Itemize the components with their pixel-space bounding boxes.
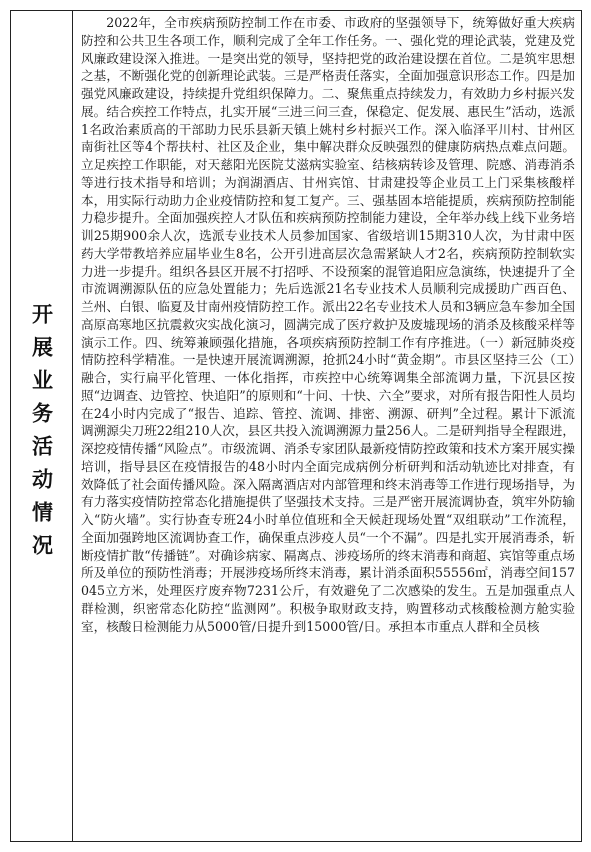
section-label: 开展业务活动情况 bbox=[29, 303, 54, 567]
content-cell bbox=[73, 11, 581, 841]
report-table bbox=[10, 10, 582, 842]
body-paragraph: 2022年，全市疾病预防控制工作在市委、市政府的坚强领导下，统筹做好重大疾病防控和公共卫生各项工作，顺利完成了全年工作任务。一、强化党的理论武装，党建及党风廉政建设深入推进。一是突出党的领导，坚持把党的政治建设摆在首位。二是筑牢思想之基，不断强化党的创新理论武装。三是严格责任落实，全面加强意识形态工作。四是加强党风廉政建设，持续提升党组织保障力。二、聚焦重点持续发力，有效助力乡村振兴发展。结合疾控工作特点，扎实开展“三进三问三查，保稳定、促发展、惠民生”活动，选派1名政治素质高的干部助力民乐县新天镇上姚村乡村振兴工作。深入临泽平川村、甘州区南街社区等4个帮扶村、社区及企业，集中解决群众反映强烈的健康防病热点难点问题。立足疾控工作职能，对天慈阳光医院艾滋病实验室、结核病转诊及管理、院感、消毒消杀等进行技术指导和培训；为润湖酒店、甘州宾馆、甘肃建投等企业员工上门采集核酸样本，用实际行动助力企业疫情防控和复工复产。三、强基固本培能提质，疾病预防控制能力稳步提升。全面加强疾控人才队伍和疾病预防控制能力建设，全年举办线上线下业务培训25期900余人次，选派专业技术人员参加国家、省级培训15期310人次，为甘肃中医药大学带教培养应届毕业生8名，公开引进高层次急需紧缺人才2名，疾病预防控制软实力进一步提升。组织各县区开展不打招呼、不设预案的混管追阳应急演练，快速提升了全市流调溯源队伍的应急处置能力；先后选派21名专业技术人员顺利完成援助广西百色、兰州、白银、临夏及甘南州疫情防控工作。派出22名专业技术人员和3辆应急车参加全国高原高寒地区抗震救灾实战化演习，圆满完成了医疗救护及废墟现场的消杀及核酸采样等演示工作。四、统筹兼顾强化措施，各项疾病预防控制工作有序推进。（一）新冠肺炎疫情防控科学精准。一是快速开展流调溯源，抢抓24小时“黄金期”。市县区坚持三公（工）融合，实行扁平化管理、一体化指挥，市疾控中心统筹调集全部流调力量，下沉县区按照“边调查、边管控、快追阳”的原则和“十问、十快、六全”要求，对所有报告阳性人员均在24小时内完成了“报告、追踪、管控、流调、排密、溯源、研判”全过程。累计下派流调溯源尖刀班22组210人次，县区共投入流调溯源力量256人。二是研判指导全程跟进，深挖疫情传播“风险点”。市级流调、消杀专家团队最新疫情防控政策和技术方案开展实操培训，指导县区在疫情报告的48小时内全面完成病例分析研判和活动轨迹比对排查，有效降低了社会面传播风险。深入隔离酒店对内部管理和终末消毒等工作进行现场指导，为有力落实疫情防控常态化措施提供了坚强技术支持。三是严密开展流调协查，筑牢外防输入“防火墙”。实行协查专班24小时单位值班和全天候赶现场处置“双组联动”工作流程，全面加强跨地区流调协查工作，确保重点涉疫人员“一个不漏”。四是扎实开展消毒杀，斩断疫情扩散“传播链”。对确诊病家、隔离点、涉疫场所的终末消毒和商超、宾馆等重点场所及单位的预防性消毒；开展涉疫场所终末消毒，累计消杀面积55556㎡，消毒空间157045立方米，处理医疗废弃物7231公斤，有效避免了二次感染的发生。五是加强重点人群检测，织密常态化防控“监测网”。积极争取财政支持，购置移动式核酸检测方舱实验室，核酸日检测能力从5000管/日提升到15000管/日。承担本市重点人群和全员核 bbox=[81, 15, 575, 634]
section-label-cell bbox=[11, 11, 73, 841]
